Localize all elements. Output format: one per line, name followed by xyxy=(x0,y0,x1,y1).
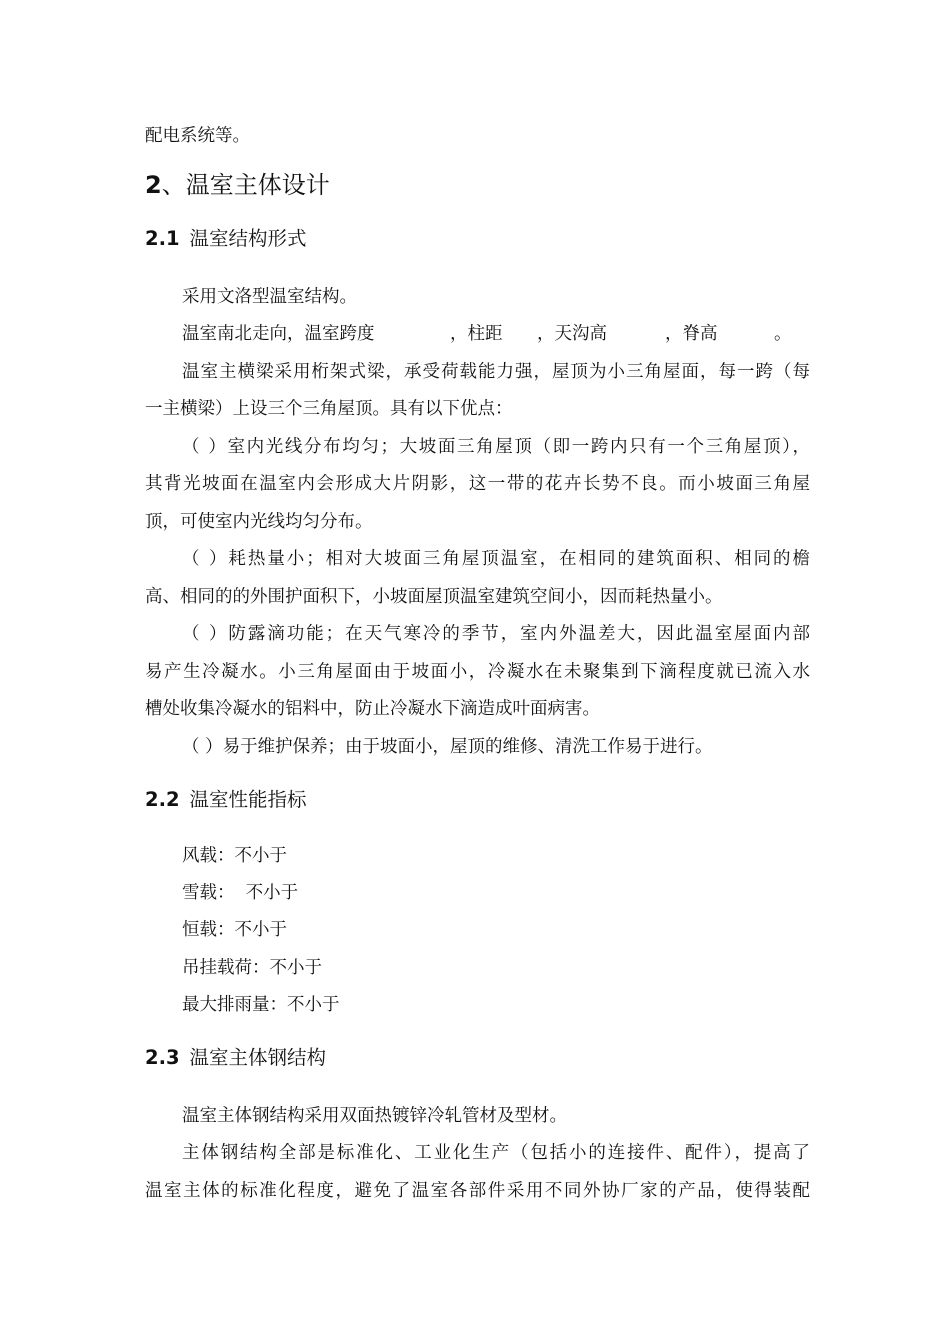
paragraph-line: （ ）室内光线分布均匀；大坡面三角屋顶（即一跨内只有一个三角屋顶）， xyxy=(182,437,810,457)
spec-line: 雪载： 不小于 xyxy=(182,883,299,903)
subsection-title: 温室主体钢结构 xyxy=(189,1046,327,1069)
paragraph-line: 采用文洛型温室结构。 xyxy=(182,287,357,307)
span-dimension-line xyxy=(182,323,847,345)
subsection-title: 温室性能指标 xyxy=(189,788,307,811)
subsection-heading xyxy=(145,787,307,813)
paragraph-line: （ ）防露滴功能；在天气寒冷的季节，室内外温差大，因此温室屋面内部 xyxy=(182,624,810,644)
paragraph-line: 温室主横梁采用桁架式梁，承受荷载能力强，屋顶为小三角屋面，每一跨（每 xyxy=(182,362,810,382)
subsection-heading xyxy=(145,1045,326,1071)
subsection-heading xyxy=(145,226,307,252)
paragraph-line: 主体钢结构全部是标准化、工业化生产（包括小的连接件、配件），提高了 xyxy=(182,1143,810,1163)
subsection-number: 2.2 xyxy=(145,788,180,811)
paragraph-line: 槽处收集冷凝水的铝料中，防止冷凝水下滴造成叶面病害。 xyxy=(145,699,600,719)
subsection-number: 2.1 xyxy=(145,227,180,250)
paragraph-line: 高、相同的的外围护面积下，小坡面屋顶温室建筑空间小，因而耗热量小。 xyxy=(145,587,723,607)
text-segment: ，天沟高 xyxy=(537,324,607,344)
subsection-title: 温室结构形式 xyxy=(189,227,307,250)
paragraph-line: 一主横梁）上设三个三角屋顶。具有以下优点： xyxy=(145,399,513,419)
spec-line: 吊挂载荷：不小于 xyxy=(182,958,322,978)
text-segment: ，柱距 xyxy=(450,324,503,344)
paragraph-line: 温室主体的标准化程度，避免了温室各部件采用不同外协厂家的产品，使得装配 xyxy=(145,1181,810,1201)
paragraph-line: 顶，可使室内光线均匀分布。 xyxy=(145,512,373,532)
section-heading xyxy=(145,170,330,200)
spec-line: 风载：不小于 xyxy=(182,846,287,866)
section-title: 、温室主体设计 xyxy=(161,171,330,199)
section-number: 2 xyxy=(145,171,162,199)
paragraph-line: 温室主体钢结构采用双面热镀锌冷轧管材及型材。 xyxy=(182,1106,567,1126)
spec-line: 最大排雨量：不小于 xyxy=(182,995,340,1015)
subsection-number: 2.3 xyxy=(145,1046,180,1069)
paragraph-line: 配电系统等。 xyxy=(145,126,250,146)
text-segment: 。 xyxy=(774,324,792,344)
paragraph-line: 易产生冷凝水。小三角屋面由于坡面小，冷凝水在未聚集到下滴程度就已流入水 xyxy=(145,662,810,682)
paragraph-line: 其背光坡面在温室内会形成大片阴影，这一带的花卉长势不良。而小坡面三角屋 xyxy=(145,474,810,494)
text-segment: ，脊高 xyxy=(665,324,718,344)
spec-line: 恒载：不小于 xyxy=(182,920,287,940)
paragraph-line: （ ）耗热量小；相对大坡面三角屋顶温室，在相同的建筑面积、相同的檐 xyxy=(182,549,810,569)
text-segment: 温室南北走向，温室跨度 xyxy=(182,324,375,344)
paragraph-line: （ ）易于维护保养；由于坡面小，屋顶的维修、清洗工作易于进行。 xyxy=(182,737,713,757)
